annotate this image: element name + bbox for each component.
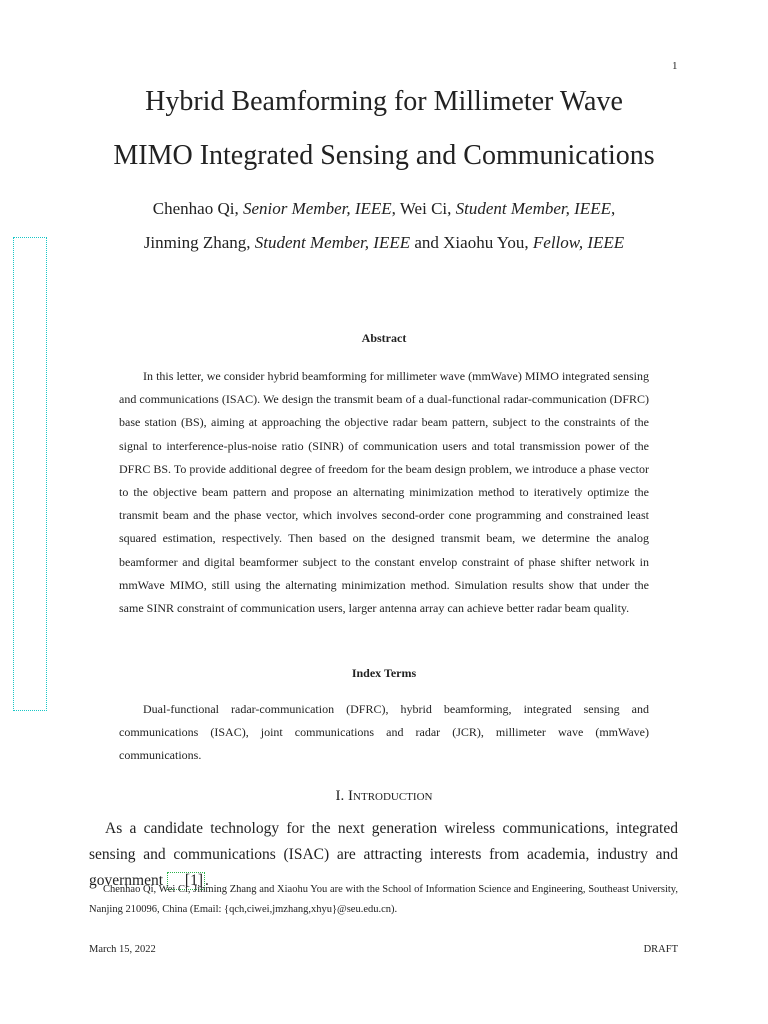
- author-membership: Senior Member, IEEE: [242, 199, 392, 218]
- section-number: I.: [335, 788, 349, 804]
- footer-draft-label: DRAFT: [643, 944, 678, 955]
- abstract-body: In this letter, we consider hybrid beamforming for millimeter wave (mmWave) MIMO integrated sensing and communications (ISAC). We design the transmit beam of a dual-functional radar-communication (DFRC) base station (BS), aiming at approaching the objective radar beam pattern, subject to the constraints of the signal to interference-plus-noise ratio (SINR) of communication users and total transmission power of the DFRC BS. To provide additional degree of freedom for the beam design problem, we introduce a phase vector to the objective beam pattern and propose an alternating minimization method to iteratively optimize the transmit beam and the phase vector, which involves second-order cone programming and constrained least squared estimation, respectively. Then based on the designed transmit beam, we determine the analog beamformer and digital beamformer subject to the constant envelop constraint of phase shifter network in mmWave MIMO, still using the alternating minimization method. Simulation results show that under the same SINR constraint of communication users, larger antenna array can achieve better radar beam quality.: [119, 369, 649, 616]
- page-number: 1: [672, 60, 678, 72]
- author-membership: Fellow, IEEE: [532, 233, 625, 252]
- introduction-text-end: .: [205, 872, 209, 889]
- abstract-heading: Abstract: [361, 331, 407, 345]
- arxiv-identifier-link[interactable]: [13, 237, 47, 711]
- author-membership: Student Member, IEEE: [254, 233, 411, 252]
- section-title: Introduction: [348, 788, 433, 804]
- author-line-2: [0, 233, 768, 253]
- citation-link[interactable]: [1]: [167, 872, 205, 890]
- section-heading-introduction: [0, 788, 768, 805]
- introduction-text: As a candidate technology for the next generation wireless communications, integrated sensing and communications (ISAC) are attracting interests from academia, industry and government: [89, 820, 678, 889]
- author-separator: ,: [610, 199, 616, 218]
- author-membership: Student Member, IEEE: [455, 199, 611, 218]
- author-separator: and Xiaohu You,: [410, 233, 533, 252]
- author-name: Chenhao Qi,: [152, 199, 243, 218]
- footer-date: March 15, 2022: [89, 944, 156, 955]
- index-terms-body: Dual-functional radar-communication (DFRC), hybrid beamforming, integrated sensing and communications (ISAC), joint communications and radar (JCR), millimeter wave (mmWave) communications.: [119, 702, 649, 763]
- author-affiliation-footnote: Chenhao Qi, Wei Ci, Jinming Zhang and Xiaohu You are with the School of Information Science and Engineering, Southeast University, Nanjing 210096, China (Email: {qch,ciwei,jmzhang,xhyu}@seu.edu.cn).: [89, 884, 678, 915]
- paper-title-line-1: Hybrid Beamforming for Millimeter Wave: [145, 86, 623, 117]
- author-separator: , Wei Ci,: [391, 199, 456, 218]
- author-line-1: [0, 199, 768, 219]
- author-name: Jinming Zhang,: [143, 233, 255, 252]
- paper-title-line-2: MIMO Integrated Sensing and Communications: [113, 140, 655, 171]
- index-terms-heading: Index Terms: [351, 666, 417, 680]
